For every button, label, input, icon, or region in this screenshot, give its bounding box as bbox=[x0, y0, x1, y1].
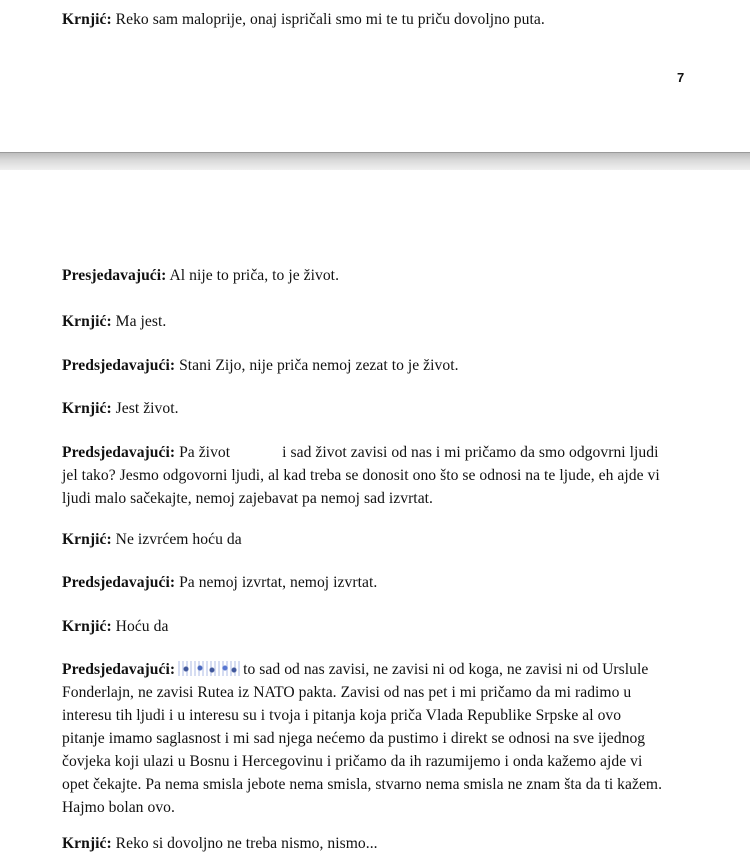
transcript-line: opet čekajte. Pa nema smisla jebote nema smisla, stvarno nema smisla ne znam šta da ti kažem. bbox=[62, 776, 663, 793]
transcript-line bbox=[62, 441, 702, 464]
transcript-line: ljudi malo sačekajte, nemoj zajebavat pa nemoj sad izvrtat. bbox=[62, 490, 433, 507]
speaker-label: Predsjedavajući: bbox=[62, 574, 176, 591]
utterance-text: Reko si dovoljno ne treba nismo, nismo... bbox=[111, 835, 378, 852]
transcript-line: pitanje imamo saglasnost i mi sad njega nećemo da pustimo i direkt se odnosi na sve ijednog bbox=[62, 730, 646, 747]
redacted-name bbox=[178, 661, 240, 676]
utterance-text: Pa život bbox=[175, 444, 231, 461]
speaker-label: Krnjić: bbox=[62, 531, 112, 548]
page-number: 7 bbox=[677, 70, 685, 85]
transcript-line bbox=[62, 8, 702, 31]
speaker-label: Krnjić: bbox=[62, 11, 112, 28]
transcript-line bbox=[62, 832, 702, 855]
page-separator bbox=[0, 152, 750, 171]
document-page-7 bbox=[0, 0, 750, 152]
utterance-text: Ne izvrćem hoću da bbox=[111, 531, 242, 548]
transcript-line bbox=[62, 571, 702, 594]
utterance-text: i sad život zavisi od nas i mi pričamo da smo odgovrni ljudi bbox=[282, 444, 659, 461]
utterance-text: to sad od nas zavisi, ne zavisi ni od koga, ne zavisi ni od Urslule bbox=[243, 661, 649, 678]
speaker-label: Predsjedavajući: bbox=[62, 661, 176, 678]
transcript-line bbox=[62, 264, 702, 287]
utterance-text: Pa nemoj izvrtat, nemoj izvrtat. bbox=[175, 574, 378, 591]
transcript-line: Hajmo bolan ovo. bbox=[62, 799, 175, 816]
speaker-label: Krnjić: bbox=[62, 313, 112, 330]
utterance-text: Hoću da bbox=[111, 618, 169, 635]
transcript-line: Fonderlajn, ne zavisi Rutea iz NATO pakta. Zavisi od nas pet i mi pričamo da mi radimo u bbox=[62, 684, 632, 701]
speaker-label: Presjedavajući: bbox=[62, 267, 167, 284]
utterance-text: Reko sam maloprije, onaj ispričali smo mi te tu priču dovoljno puta. bbox=[111, 11, 545, 28]
utterance-text: Al nije to priča, to je život. bbox=[166, 267, 340, 284]
utterance-text: Ma jest. bbox=[111, 313, 167, 330]
document-page-8 bbox=[0, 170, 750, 868]
transcript-line bbox=[62, 397, 702, 420]
transcript-line bbox=[62, 528, 702, 551]
transcript-line: interesu tih ljudi i u interesu su i tvoja i pitanja koja priča Vlada Republike Srpske al ovo bbox=[62, 707, 622, 724]
transcript-line bbox=[62, 615, 702, 638]
transcript-line bbox=[62, 310, 702, 333]
speaker-label: Predsjedavajući: bbox=[62, 444, 176, 461]
transcript-line bbox=[62, 658, 702, 681]
speaker-label: Krnjić: bbox=[62, 835, 112, 852]
transcript-line: jel tako? Jesmo odgovorni ljudi, al kad treba se donosit ono što se odnosi na te ljude, eh ajde vi bbox=[62, 467, 660, 484]
transcript-line bbox=[62, 354, 702, 377]
transcript-line: čovjeka koji ulazi u Bosnu i Hercegovinu i pričamo da ih razumijemo i onda kažemo ajde vi bbox=[62, 753, 643, 770]
speaker-label: Krnjić: bbox=[62, 618, 112, 635]
speaker-label: Krnjić: bbox=[62, 400, 112, 417]
utterance-text: Jest život. bbox=[111, 400, 179, 417]
speaker-label: Predsjedavajući: bbox=[62, 357, 176, 374]
utterance-text: Stani Zijo, nije priča nemoj zezat to je život. bbox=[175, 357, 459, 374]
